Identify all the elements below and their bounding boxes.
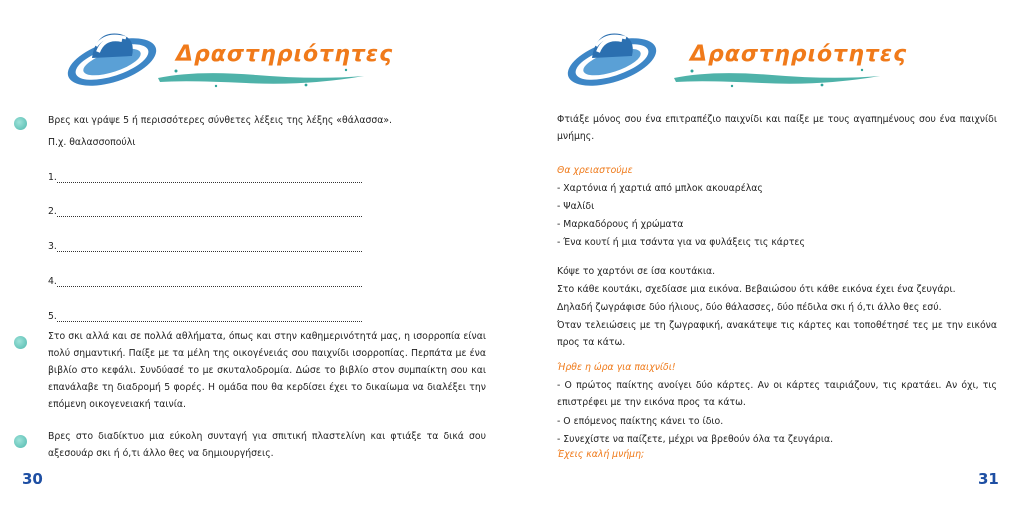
activity-plasticine-text: Βρες στο διαδίκτυο μια εύκολη συνταγή για σπιτική πλαστελίνη και φτιάξε τα δικά σου αξεσουάρ σκι ή ό,τι άλλο θες να δημιουργήσεις. — [48, 431, 486, 459]
activity-balance-text: Στο σκι αλλά και σε πολλά αθλήματα, όπως και στην καθημερινότητά μας, η ισορροπία είναι πολύ σημαντική. Παίξε με τα μέλη της οικογένειάς σου παιχνίδι ισορροπίας. Περπάτα με ένα βιβλίο στο κεφάλι. Συνδύασέ το με σκυταλοδρομία. Δώσε το βιβλίο στον συμπαίκτη σου και επανάλαβε τη διαδρομή 5 φορές. Η ομάδα που θα κερδίσει έχει το δικαίωμα να διαλέξει την επόμενη οικογενειακή ταινία. — [48, 331, 486, 410]
answer-line-1[interactable]: 1. — [48, 172, 366, 184]
teal-dot-bullet-icon — [14, 435, 27, 448]
instruction-step: Δηλαδή ζωγράφισε δύο ήλιους, δύο θάλασσες, δύο πέδιλα σκι ή ό,τι άλλο θες εσύ. — [557, 302, 942, 313]
answer-line-5[interactable]: 5. — [48, 311, 366, 323]
page-title: Δραστηριότητες — [176, 42, 394, 67]
materials-item: - Μαρκαδόρους ή χρώματα — [557, 219, 684, 230]
instruction-step: Στο κάθε κουτάκι, σχεδίασε μια εικόνα. Βεβαιώσου ότι κάθε εικόνα έχει ένα ζευγάρι. — [557, 284, 956, 295]
play-rule: - Ο επόμενος παίκτης κάνει το ίδιο. — [557, 416, 724, 427]
sun-hat-icon — [62, 22, 162, 92]
instruction-step: Όταν τελειώσεις με τη ζωγραφική, ανακάτεψε τις κάρτες και τοποθέτησέ τες με την εικόνα προς τα κάτω. — [557, 320, 997, 348]
memory-game-intro: Φτιάξε μόνος σου ένα επιτραπέζιο παιχνίδι και παίξε με τους αγαπημένους σου ένα παιχνίδι μνήμης. — [557, 114, 997, 142]
page-number: 30 — [22, 470, 43, 488]
materials-item: - Ένα κουτί ή μια τσάντα για να φυλάξεις τις κάρτες — [557, 237, 805, 248]
answer-line-2[interactable]: 2. — [48, 206, 366, 218]
page-title: Δραστηριότητες — [690, 42, 908, 67]
answer-line-3[interactable]: 3. — [48, 241, 366, 253]
brush-stroke — [156, 66, 366, 88]
sun-hat-icon — [562, 22, 662, 92]
activity-words-prompt: Βρες και γράψε 5 ή περισσότερες σύνθετες λέξεις της λέξης «θάλασσα». — [48, 115, 393, 126]
play-rule: - Ο πρώτος παίκτης ανοίγει δύο κάρτες. Αν οι κάρτες ταιριάζουν, τις κρατάει. Αν όχι, τις επιστρέφει με την εικόνα προς τα κάτω. — [557, 380, 997, 408]
right-page — [512, 0, 1024, 512]
play-heading: Ήρθε η ώρα για παιχνίδι! — [557, 362, 676, 373]
materials-item: - Ψαλίδι — [557, 201, 595, 212]
materials-heading: Θα χρειαστούμε — [557, 165, 633, 176]
answer-line-4[interactable]: 4. — [48, 276, 366, 288]
activity-words-example: Π.χ. θαλασσοπούλι — [48, 137, 136, 148]
play-rule: - Συνεχίστε να παίζετε, μέχρι να βρεθούν όλα τα ζευγάρια. — [557, 434, 834, 445]
brush-stroke — [672, 66, 882, 88]
teal-dot-bullet-icon — [14, 336, 27, 349]
materials-item: - Χαρτόνια ή χαρτιά από μπλοκ ακουαρέλας — [557, 183, 763, 194]
closing-question: Έχεις καλή μνήμη; — [557, 449, 645, 460]
instruction-step: Κόψε το χαρτόνι σε ίσα κουτάκια. — [557, 266, 716, 277]
page-number: 31 — [978, 470, 999, 488]
teal-dot-bullet-icon — [14, 117, 27, 130]
